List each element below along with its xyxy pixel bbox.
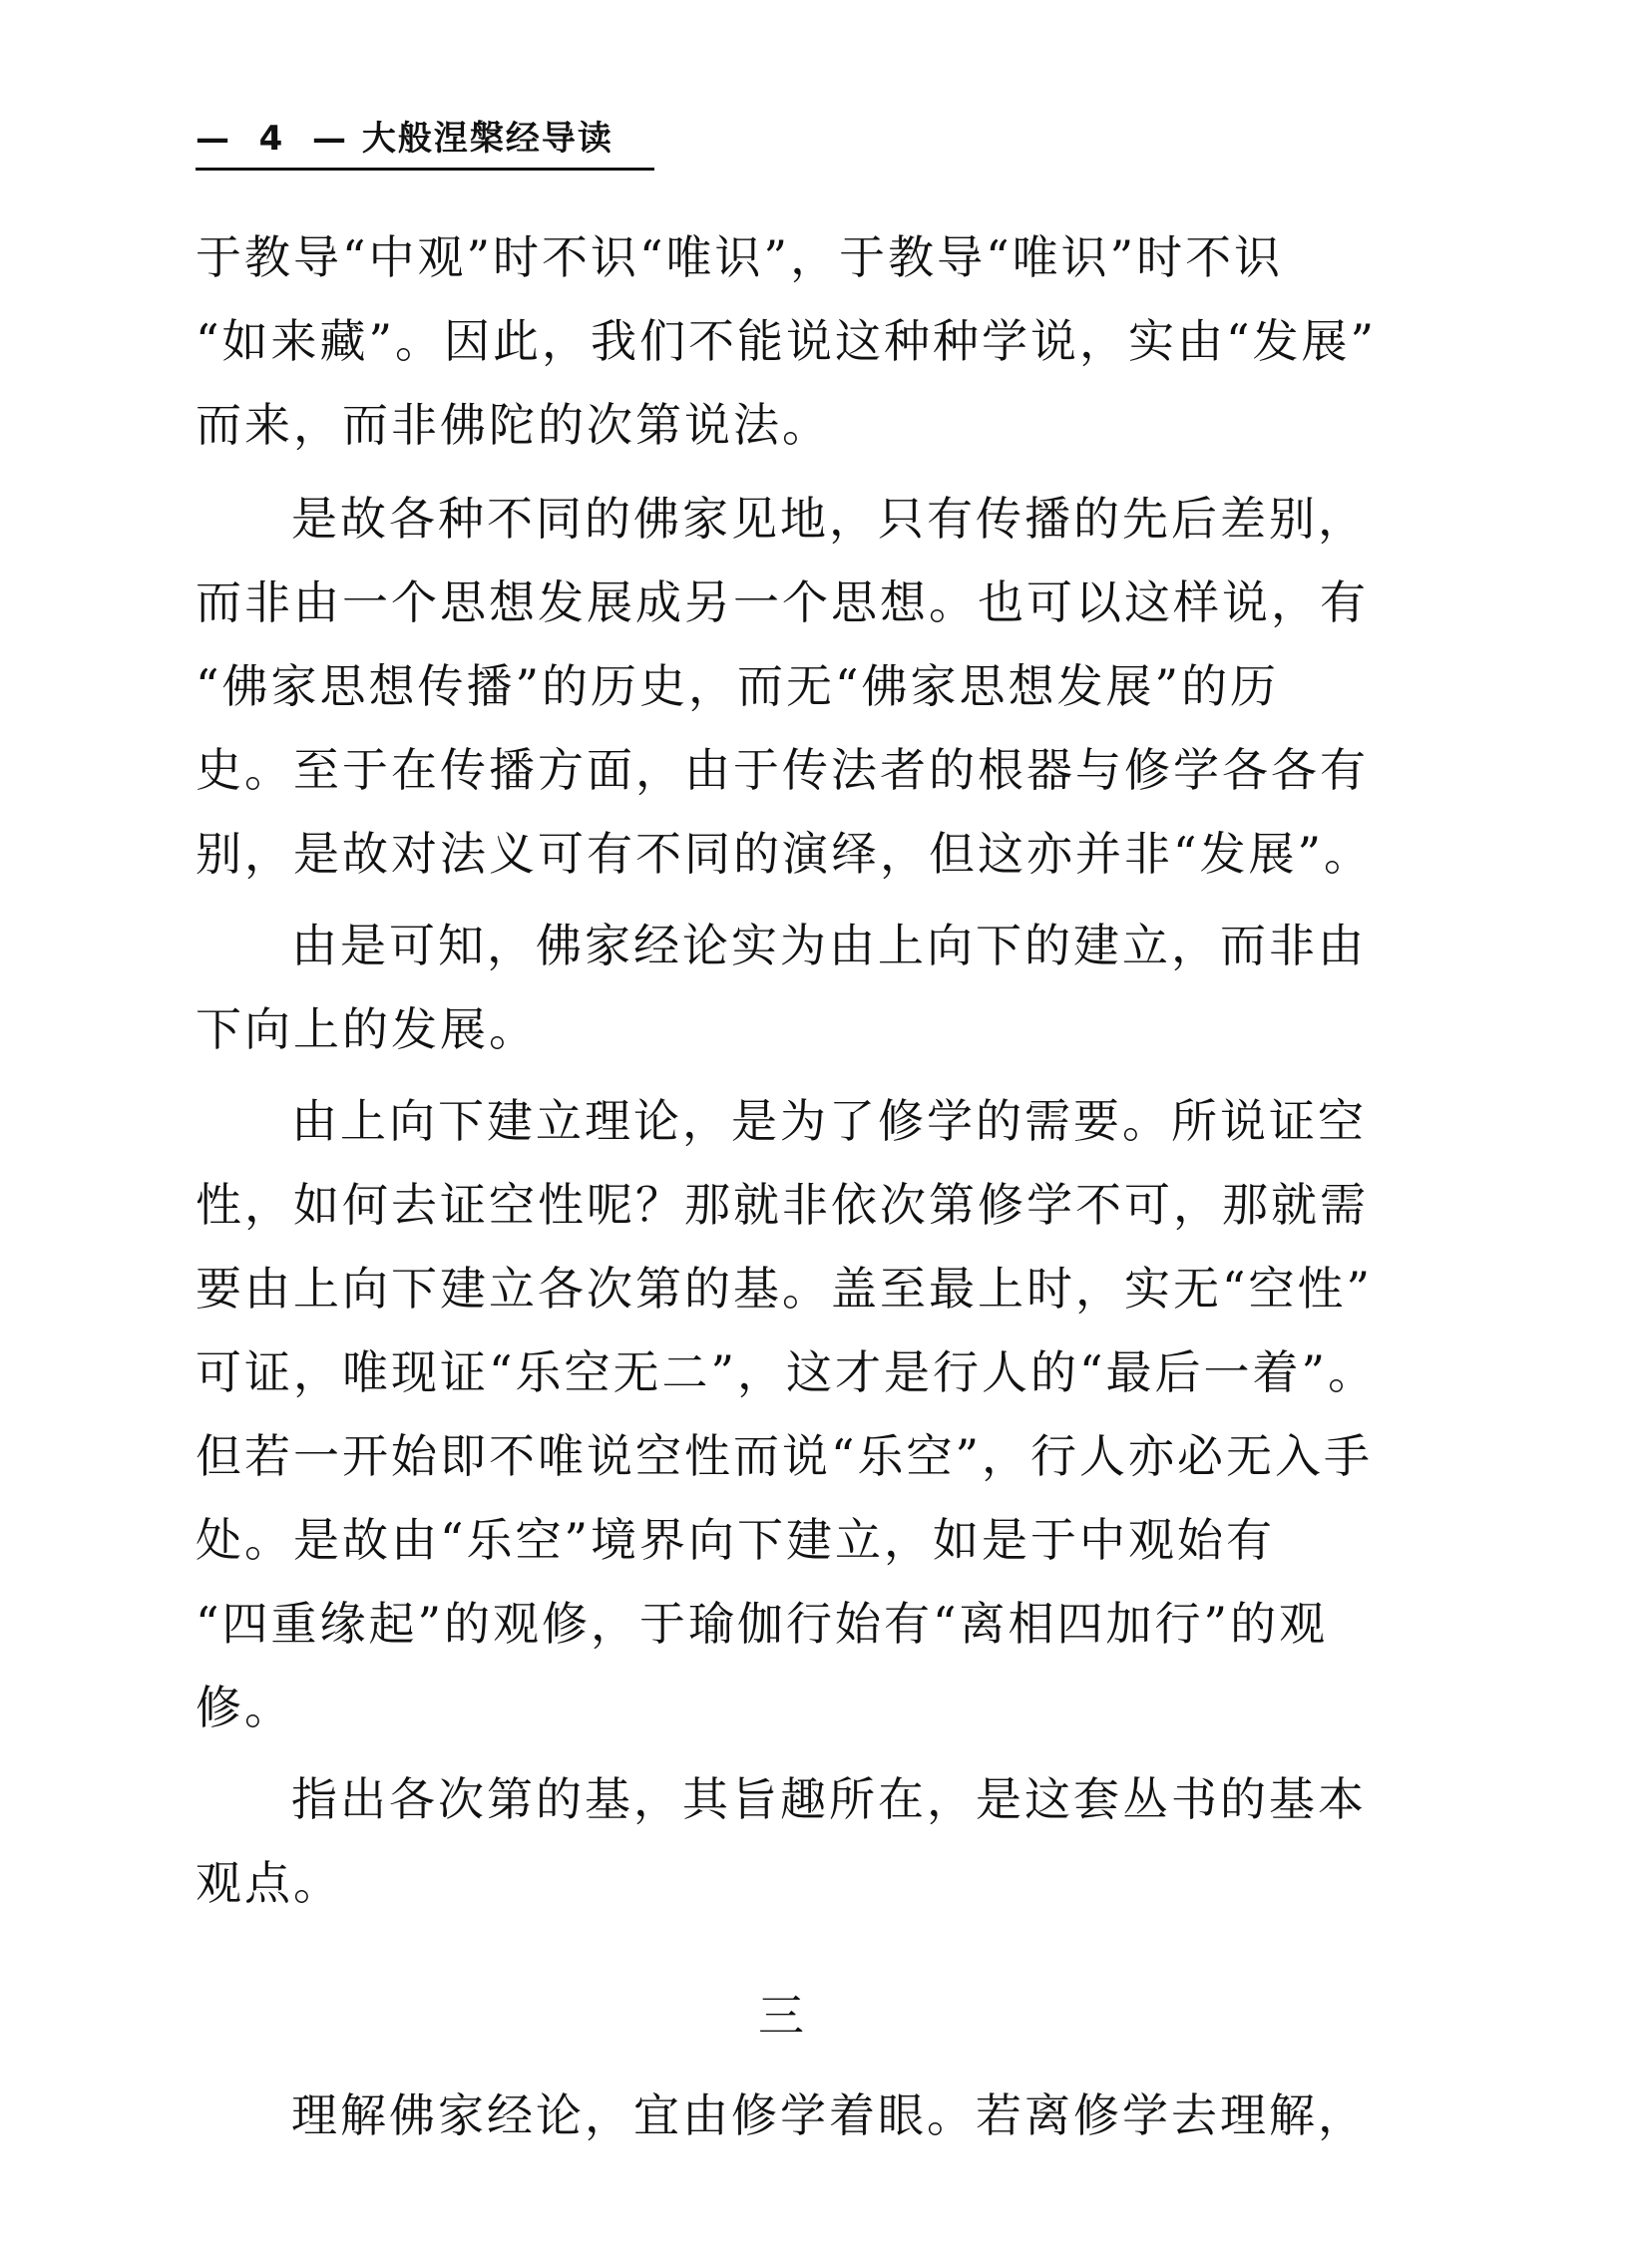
text-line: 史。至于在传播方面，由于传法者的根器与修学各各有 (196, 743, 1369, 797)
running-header (196, 116, 654, 171)
text-line: 可证，唯现证“乐空无二”，这才是行人的“最后一着”。 (196, 1345, 1378, 1399)
text-line: “佛家思想传播”的历史，而无“佛家思想发展”的历 (196, 659, 1280, 713)
text-line: 但若一开始即不唯说空性而说“乐空”，行人亦必无入手 (196, 1429, 1374, 1483)
text-line: 下向上的发展。 (196, 1002, 538, 1056)
text-line: 由上向下建立理论，是为了修学的需要。所说证空 (291, 1094, 1367, 1148)
text-line: 是故各种不同的佛家见地，只有传播的先后差别， (291, 492, 1367, 546)
page-number-and-title: — 4 — 大般涅槃经导读 (196, 119, 613, 159)
section-heading: 三 (758, 1989, 804, 2043)
text-line: 由是可知，佛家经论实为由上向下的建立，而非由 (291, 919, 1367, 972)
text-line: 指出各次第的基，其旨趣所在，是这套丛书的基本 (291, 1772, 1367, 1826)
text-line: “如来藏”。因此，我们不能说这种种学说，实由“发展” (196, 314, 1378, 368)
text-line: 于教导“中观”时不识“唯识”，于教导“唯识”时不识 (196, 230, 1284, 284)
text-line: “四重缘起”的观修，于瑜伽行始有“离相四加行”的观 (196, 1597, 1329, 1651)
text-line: 别，是故对法义可有不同的演绎，但这亦并非“发展”。 (196, 827, 1374, 881)
text-line: 修。 (196, 1681, 293, 1734)
text-line: 理解佛家经论，宜由修学着眼。若离修学去理解， (291, 2088, 1367, 2142)
text-line: 要由上向下建立各次第的基。盖至最上时，实无“空性” (196, 1262, 1374, 1316)
text-line: 观点。 (196, 1856, 342, 1910)
text-line: 而非由一个思想发展成另一个思想。也可以这样说，有 (196, 575, 1369, 629)
text-line: 处。是故由“乐空”境界向下建立，如是于中观始有 (196, 1513, 1276, 1567)
text-line: 而来，而非佛陀的次第说法。 (196, 398, 831, 452)
text-line: 性，如何去证空性呢？那就非依次第修学不可，那就需 (196, 1178, 1369, 1232)
